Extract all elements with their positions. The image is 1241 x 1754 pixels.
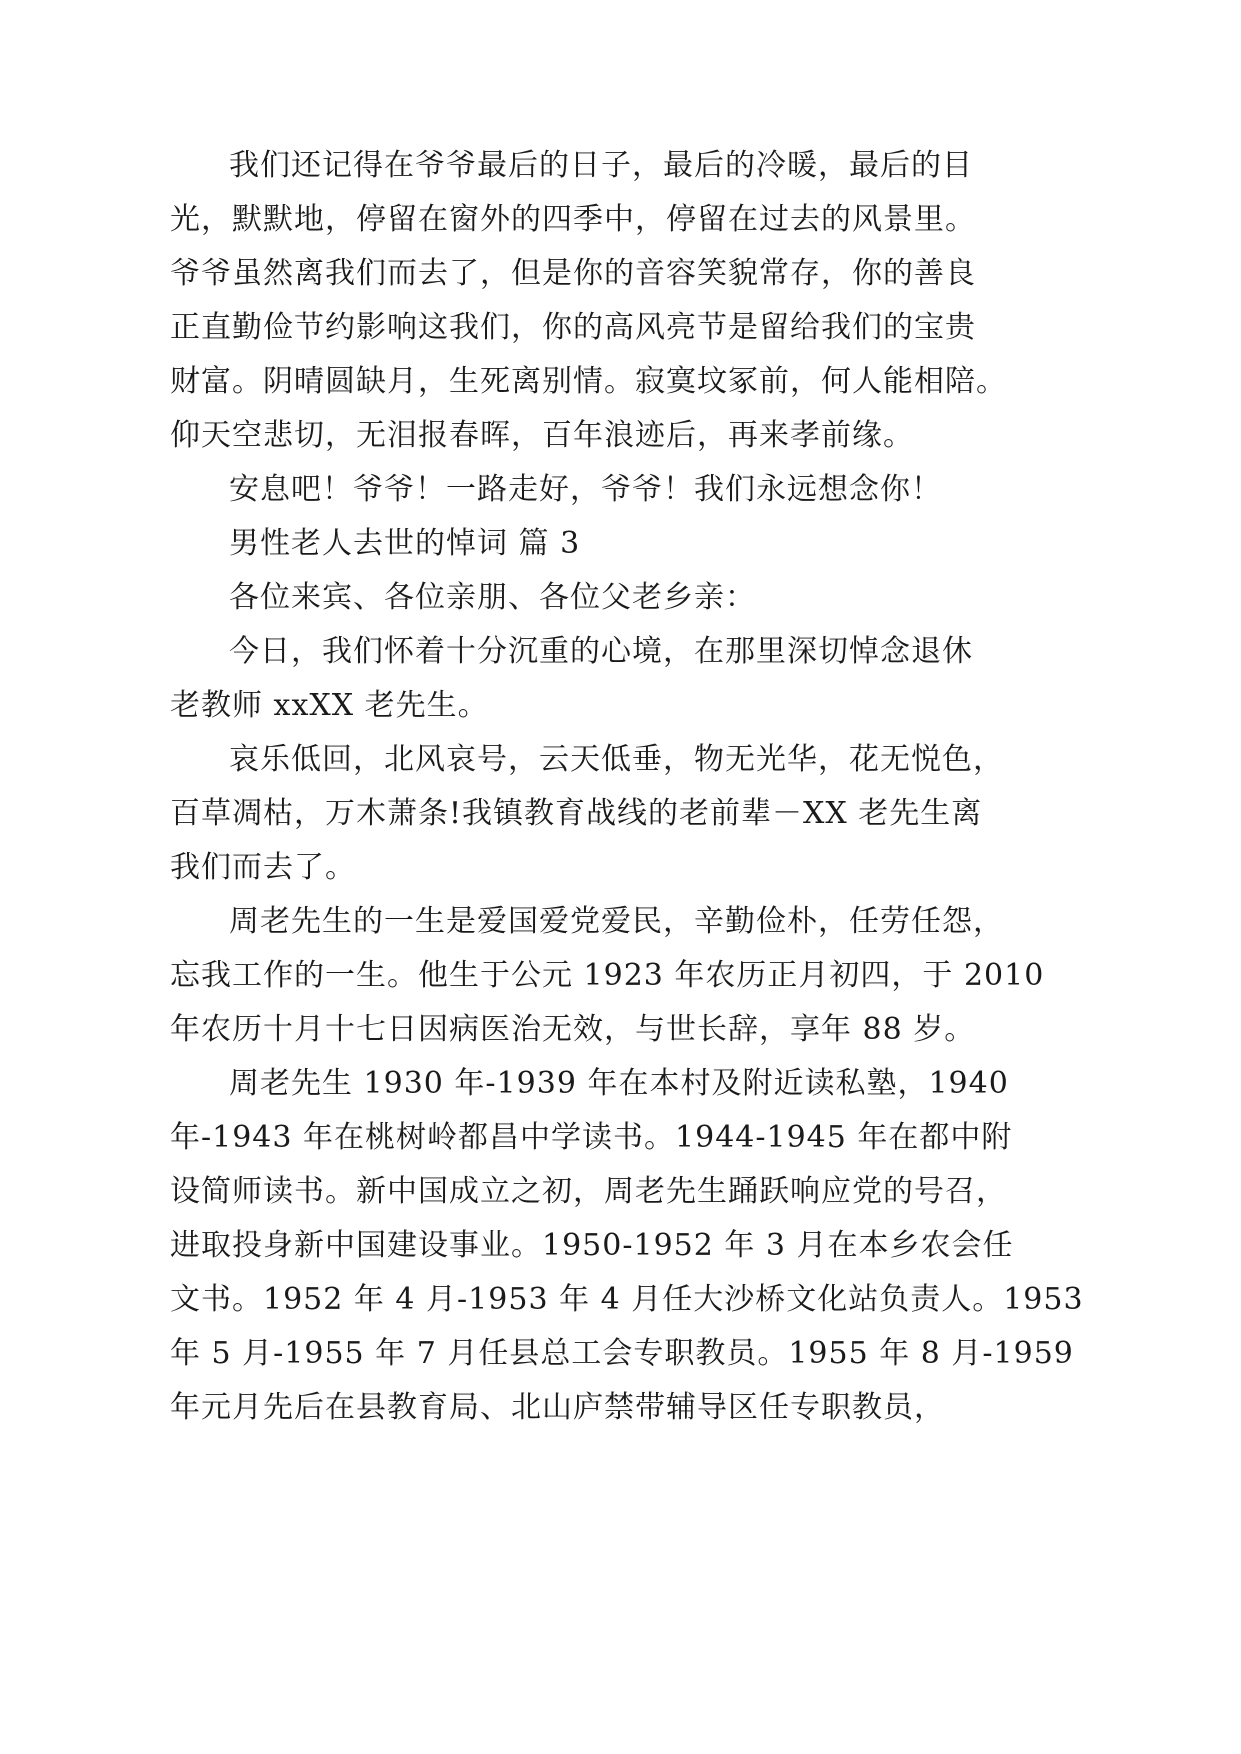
text-line: 仰天空悲切，无泪报春晖，百年浪迹后，再来孝前缘。 (170, 418, 914, 453)
text-line: 光，默默地，停留在窗外的四季中，停留在过去的风景里。 (170, 202, 976, 237)
text-line: 周老先生的一生是爱国爱党爱民，辛勤俭朴，任劳任怨， (229, 904, 1004, 939)
text-line: 今日，我们怀着十分沉重的心境，在那里深切悼念退休 (229, 634, 973, 669)
text-line: 文书。1952 年 4 月-1953 年 4 月任大沙桥文化站负责人。1953 (170, 1282, 1084, 1317)
section-heading: 男性老人去世的悼词 篇 3 (229, 526, 581, 561)
text-line: 百草凋枯，万木萧条!我镇教育战线的老前辈－XX 老先生离 (170, 796, 983, 831)
text-line: 年 5 月-1955 年 7 月任县总工会专职教员。1955 年 8 月-1959 (170, 1336, 1074, 1371)
text-line: 哀乐低回，北风哀号，云天低垂，物无光华，花无悦色， (229, 742, 1004, 777)
text-line: 正直勤俭节约影响这我们，你的高风亮节是留给我们的宝贵 (170, 310, 976, 345)
text-line: 进取投身新中国建设事业。1950-1952 年 3 月在本乡农会任 (170, 1228, 1014, 1263)
text-line: 各位来宾、各位亲朋、各位父老乡亲： (229, 580, 756, 615)
text-line: 忘我工作的一生。他生于公元 1923 年农历正月初四，于 2010 (170, 958, 1045, 993)
text-line: 财富。阴晴圆缺月，生死离别情。寂寞坟冢前，何人能相陪。 (170, 364, 1007, 399)
text-line: 周老先生 1930 年-1939 年在本村及附近读私塾，1940 (229, 1066, 1009, 1101)
text-line: 年元月先后在县教育局、北山庐禁带辅导区任专职教员， (170, 1390, 945, 1425)
text-line: 我们还记得在爷爷最后的日子，最后的冷暖，最后的目 (229, 148, 973, 183)
text-line: 我们而去了。 (170, 850, 356, 885)
text-line: 年-1943 年在桃树岭都昌中学读书。1944-1945 年在都中附 (170, 1120, 1013, 1155)
text-line: 老教师 xxXX 老先生。 (170, 688, 489, 723)
text-line: 安息吧！爷爷！一路走好，爷爷！我们永远想念你！ (229, 472, 942, 507)
text-line: 设简师读书。新中国成立之初，周老先生踊跃响应党的号召， (170, 1174, 1007, 1209)
text-line: 爷爷虽然离我们而去了，但是你的音容笑貌常存，你的善良 (170, 256, 976, 291)
text-line: 年农历十月十七日因病医治无效，与世长辞，享年 88 岁。 (170, 1012, 976, 1047)
